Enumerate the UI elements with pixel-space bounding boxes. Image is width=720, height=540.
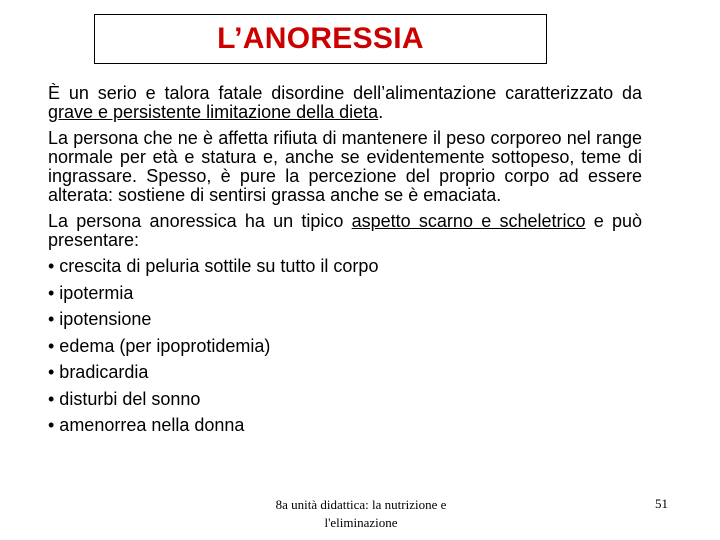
slide-title: L’ANORESSIA bbox=[217, 22, 424, 55]
list-item: • edema (per ipoprotidemia) bbox=[48, 335, 271, 356]
list-item: • ipotermia bbox=[48, 282, 134, 303]
list-item: • crescita di peluria sottile su tutto il corpo bbox=[48, 256, 379, 276]
list-item: • bradicardia bbox=[48, 362, 149, 382]
description-paragraph: La persona che ne è affetta rifiuta di mantenere il peso corporeo nel range normale per età e statura e, anche se evidentemente sottopeso, teme di ingrassare. Spesso, è pure la percezione del proprio corpo ad essere alterata: sostiene di sentirsi grassa anche se è emaciata. bbox=[48, 128, 642, 205]
appearance-underlined: aspetto scarno e scheletrico bbox=[351, 211, 586, 231]
appearance-end: e può presentare: bbox=[48, 211, 643, 250]
list-item: • amenorrea nella donna bbox=[48, 415, 245, 435]
appearance-paragraph bbox=[48, 212, 642, 250]
definition-end: . bbox=[378, 102, 384, 122]
page-number: 51 bbox=[655, 496, 668, 511]
footer-text: 8a unità didattica: la nutrizione e l'eliminazione bbox=[275, 497, 447, 530]
definition-paragraph bbox=[48, 84, 642, 122]
appearance-text: La persona anoressica ha un tipico bbox=[48, 211, 352, 231]
title-box bbox=[94, 14, 547, 64]
list-item: • disturbi del sonno bbox=[48, 388, 201, 409]
definition-text: È un serio e talora fatale disordine dell’alimentazione caratterizzato da bbox=[48, 83, 642, 103]
definition-underlined: grave e persistente limitazione della dieta bbox=[48, 102, 379, 122]
list-item: • ipotensione bbox=[48, 309, 152, 329]
symptom-list bbox=[48, 253, 642, 439]
slide-content bbox=[48, 84, 642, 439]
